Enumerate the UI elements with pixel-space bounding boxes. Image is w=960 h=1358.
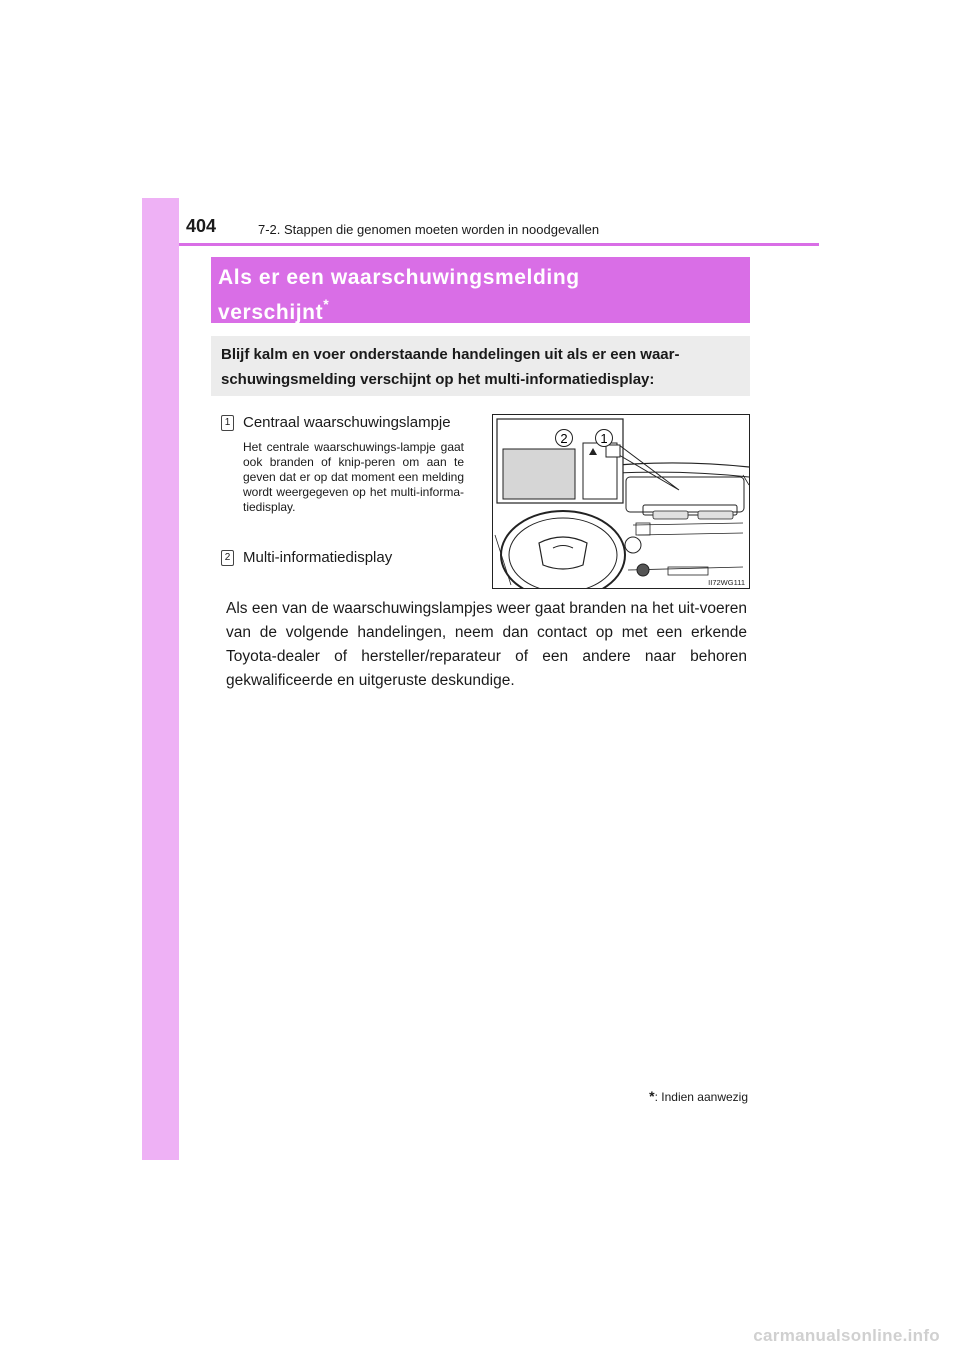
footnote-mark: * [649,1088,655,1104]
intro-box [211,336,750,396]
list-item [221,414,451,432]
chapter-side-tab [142,198,179,1160]
item-number-badge: 1 [221,415,234,431]
intro-line2: schuwingsmelding verschijnt op het multi-informatiedisplay: [221,371,655,388]
section-title-line1: Als er een waarschuwingsmelding [218,266,580,289]
section-title [211,257,750,323]
dashboard-drawing [493,415,750,589]
watermark: carmanualsonline.info [753,1326,940,1345]
section-title-line2: verschijnt* [218,296,330,324]
body-paragraph: Als een van de waarschuwingslampjes weer gaat branden na het uit-voeren van de volgende handelingen, neem dan contact op met een erkende Toyota-dealer of hersteller/reparateur of een andere naar behoren gekwalificeerde en uitgeruste deskundige. [226,600,747,689]
chapter-title: 7-2. Stappen die genomen moeten worden in noodgevallen [258,222,600,237]
callout-1: 1 [600,431,608,446]
asterisk-mark: * [323,296,330,312]
item-label: Centraal waarschuwingslampje [243,414,451,431]
list-item [221,549,392,567]
footnote-text: : Indien aanwezig [654,1090,748,1104]
header-divider [179,243,819,246]
figure-code: II72WG111 [708,578,745,587]
callout-2: 2 [560,431,568,446]
dashboard-illustration [492,414,750,589]
item-number-badge: 2 [221,550,234,566]
footnote [649,1088,748,1104]
item-label: Multi-informatiedisplay [243,549,393,566]
item-description: Het centrale waarschuwings-lampje gaat ook branden of knip-peren om aan te geven dat er op dat moment een melding wordt weergegeven op het multi-informa-tiedisplay. [243,440,464,514]
intro-line1: Blijf kalm en voer onderstaande handelingen uit als er een waar- [221,346,680,363]
page-number: 404 [186,216,217,236]
